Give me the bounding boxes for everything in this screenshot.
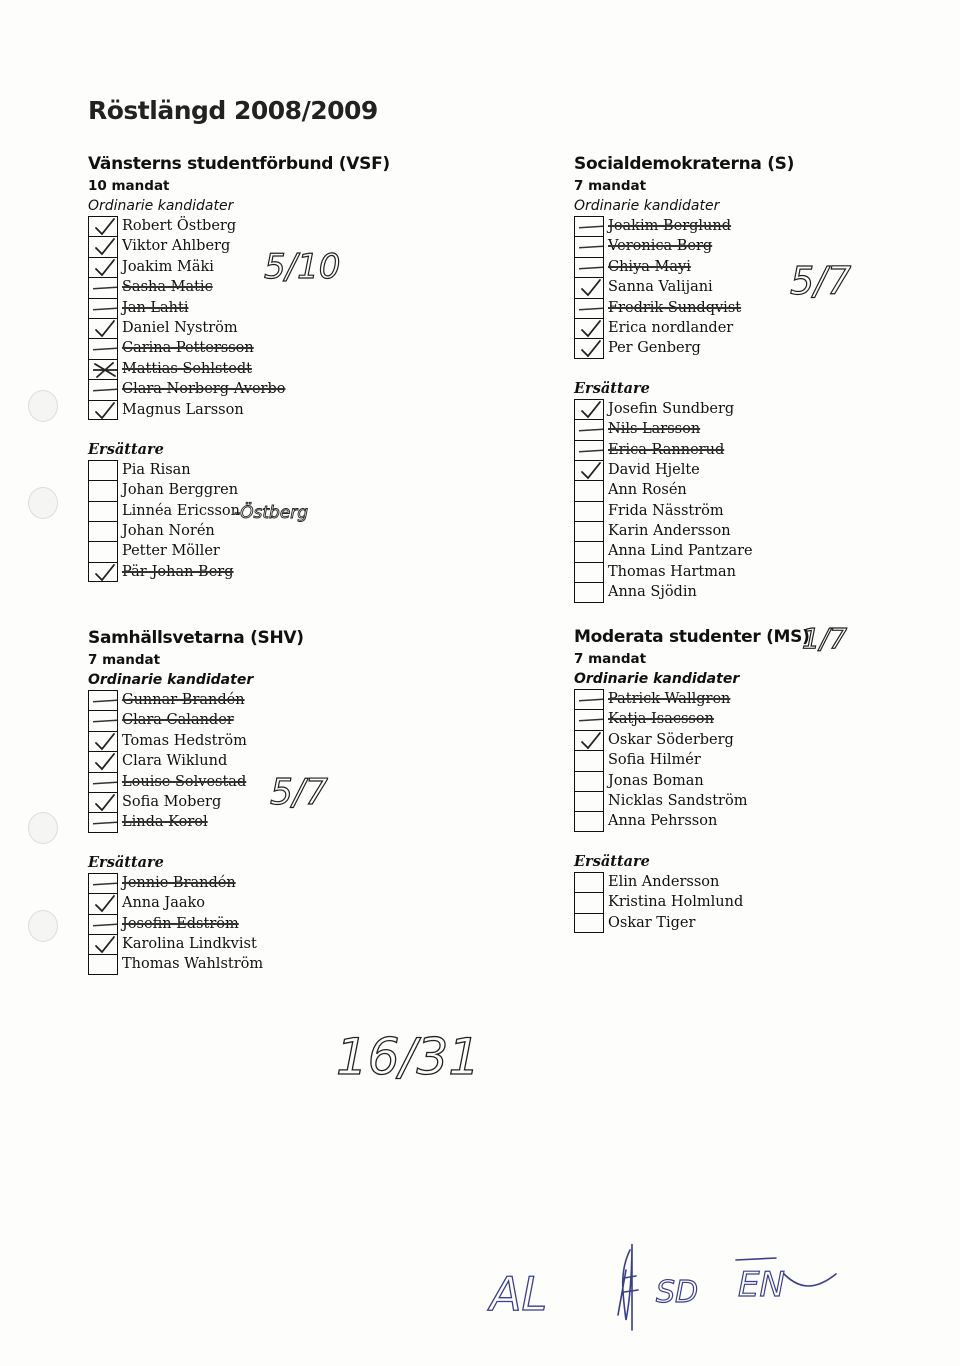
- candidate-row: [88, 257, 390, 277]
- candidate-name: Elin Andersson: [608, 873, 720, 890]
- dash-mark-icon: [93, 691, 117, 711]
- checkbox[interactable]: [574, 338, 604, 358]
- candidate-name: Josefin Edström: [122, 915, 239, 932]
- candidate-name: Tomas Hedström: [122, 732, 247, 749]
- checkbox[interactable]: [574, 480, 604, 500]
- ersattare-heading: Ersättare: [574, 852, 650, 870]
- svg-text:5/7: 5/7: [790, 259, 852, 303]
- candidate-name: Anna Sjödin: [608, 584, 697, 601]
- ordinarie-list: [574, 216, 794, 359]
- candidate-name: Anna Lind Pantzare: [608, 543, 753, 560]
- candidate-row: [574, 771, 810, 791]
- signature-initials-en: [736, 1258, 836, 1305]
- checkbox[interactable]: [574, 419, 604, 439]
- candidate-row: [574, 338, 794, 358]
- candidate-row: [88, 893, 304, 913]
- candidate-name: Erica Rannerud: [608, 441, 725, 458]
- candidate-row: [574, 236, 794, 256]
- punch-hole: [28, 812, 58, 844]
- checkbox[interactable]: [574, 501, 604, 521]
- candidate-name: Pär-Johan Berg: [122, 563, 234, 580]
- checkbox[interactable]: [88, 914, 118, 934]
- checkbox[interactable]: [88, 562, 118, 582]
- candidate-name: Joakim Berglund: [608, 218, 732, 234]
- candidate-row: [574, 257, 794, 277]
- dash-mark-icon: [93, 813, 117, 833]
- ersattare-heading: Ersättare: [88, 440, 164, 458]
- candidate-name: Clara Wiklund: [122, 753, 228, 770]
- checkbox[interactable]: [574, 791, 604, 811]
- page-title: Röstlängd 2008/2009: [88, 96, 378, 125]
- checkmark-icon: [93, 935, 117, 955]
- dash-mark-icon: [93, 711, 117, 731]
- candidate-name: Sasha Matic: [122, 279, 213, 296]
- checkmark-icon: [93, 732, 117, 752]
- candidate-name: Sofia Hilmér: [608, 752, 701, 769]
- svg-text:5/7: 5/7: [270, 772, 328, 813]
- checkbox[interactable]: [88, 954, 118, 974]
- ordinarie-list: [574, 689, 810, 832]
- checkbox[interactable]: [574, 277, 604, 297]
- mandat-count: 7 mandat: [574, 651, 647, 667]
- dash-mark-icon: [93, 773, 117, 793]
- dash-mark-icon: [579, 217, 603, 237]
- checkmark-icon: [93, 793, 117, 813]
- checkbox[interactable]: [574, 298, 604, 318]
- candidate-row: [574, 892, 810, 912]
- checkbox[interactable]: [88, 460, 118, 480]
- checkbox[interactable]: [88, 257, 118, 277]
- checkbox[interactable]: [574, 440, 604, 460]
- candidate-row: [574, 501, 794, 521]
- candidate-row: [88, 359, 390, 379]
- checkmark-icon: [93, 894, 117, 914]
- checkbox[interactable]: [574, 236, 604, 256]
- checkmark-icon: [579, 339, 603, 359]
- checkbox[interactable]: [88, 751, 118, 771]
- svg-text:16/31: 16/31: [336, 1028, 481, 1086]
- svg-text:AL: AL: [490, 1267, 548, 1321]
- candidate-name: Thomas Hartman: [608, 563, 736, 580]
- candidate-row: [88, 731, 304, 751]
- checkbox[interactable]: [574, 709, 604, 729]
- candidate-name: Ann Rosén: [608, 482, 687, 499]
- candidate-row: [574, 582, 794, 602]
- punch-hole: [28, 487, 58, 519]
- candidate-name: Pia Risan: [122, 461, 191, 478]
- candidate-name: Jan Lahti: [122, 299, 189, 316]
- section-title: Vänsterns studentförbund (VSF): [88, 154, 390, 174]
- candidate-row: [574, 689, 810, 709]
- ordinarie-heading: Ordinarie kandidater: [88, 198, 234, 214]
- checkbox[interactable]: [574, 730, 604, 750]
- ordinarie-heading: Ordinarie kandidater: [574, 198, 720, 214]
- checkmark-icon: [93, 319, 117, 339]
- signature-initials-al: [487, 1267, 547, 1321]
- checkbox[interactable]: [88, 521, 118, 541]
- section-ms: [574, 625, 810, 933]
- candidate-name: Thomas Wahlström: [122, 956, 264, 973]
- candidate-row: [574, 730, 810, 750]
- candidate-name: Erica nordlander: [608, 319, 734, 336]
- checkbox[interactable]: [574, 562, 604, 582]
- ordinarie-heading: Ordinarie kandidater: [574, 671, 740, 687]
- checkbox[interactable]: [88, 359, 118, 379]
- checkbox[interactable]: [574, 257, 604, 277]
- handwritten-tally-s: [788, 256, 858, 316]
- checkbox[interactable]: [574, 771, 604, 791]
- cross-mark-icon: [93, 360, 117, 380]
- candidate-row: [574, 562, 794, 582]
- candidate-name: Carina Pettersson: [122, 340, 254, 357]
- ordinarie-list: [88, 216, 390, 420]
- checkbox[interactable]: [574, 811, 604, 831]
- punch-hole: [28, 910, 58, 942]
- candidate-name: Joakim Mäki: [122, 258, 214, 275]
- candidate-row: [88, 318, 390, 338]
- checkbox[interactable]: [88, 812, 118, 832]
- dash-mark-icon: [579, 710, 603, 730]
- handwritten-tally-vsf: [262, 247, 341, 298]
- checkbox[interactable]: [88, 731, 118, 751]
- checkbox[interactable]: [88, 934, 118, 954]
- candidate-name: Nicklas Sandström: [608, 792, 748, 809]
- candidate-name: Fredrik Sundqvist: [608, 299, 742, 316]
- section-title: Samhällsvetarna (SHV): [88, 628, 304, 648]
- signature-scribble: [618, 1244, 638, 1330]
- ersattare-list: [574, 399, 794, 603]
- candidate-row: [574, 541, 794, 561]
- svg-text:EN: EN: [738, 1265, 785, 1305]
- dash-mark-icon: [93, 299, 117, 319]
- dash-mark-icon: [93, 915, 117, 935]
- checkmark-icon: [579, 278, 603, 298]
- dash-mark-icon: [93, 874, 117, 894]
- checkmark-icon: [93, 258, 117, 278]
- ersattare-heading: Ersättare: [88, 853, 164, 871]
- svg-text:SD: SD: [656, 1275, 699, 1310]
- candidate-name: Viktor Ahlberg: [122, 238, 231, 255]
- candidate-row: [574, 872, 810, 892]
- candidate-name: Chiya Mayi: [608, 258, 691, 275]
- checkbox[interactable]: [574, 689, 604, 709]
- candidate-name: Sanna Valijani: [608, 279, 713, 296]
- candidate-name: Kristina Holmlund: [608, 894, 744, 911]
- candidate-row: [574, 709, 810, 729]
- checkmark-icon: [579, 319, 603, 339]
- candidate-name: Robert Östberg: [122, 218, 237, 234]
- candidate-name: Jennie Brandén: [122, 874, 236, 891]
- candidate-name: Sofia Moberg: [122, 793, 222, 810]
- candidate-name: Magnus Larsson: [122, 401, 244, 418]
- handwritten-tally-ms: [800, 618, 860, 668]
- handwritten-tally-shv: [268, 766, 338, 826]
- candidate-name: Petter Möller: [122, 543, 220, 560]
- dash-mark-icon: [579, 258, 603, 278]
- candidate-row: [88, 562, 390, 582]
- ersattare-list: [574, 872, 810, 933]
- candidate-row: [88, 338, 390, 358]
- candidate-row: [574, 440, 794, 460]
- candidate-row: [88, 541, 390, 561]
- section-title: Moderata studenter (MS): [574, 627, 810, 647]
- candidate-row: [88, 873, 304, 893]
- dash-mark-icon: [579, 690, 603, 710]
- ordinarie-heading: Ordinarie kandidater: [88, 672, 254, 688]
- ersattare-list: [88, 873, 304, 975]
- candidate-name: Karolina Lindkvist: [122, 935, 257, 952]
- candidate-row: [574, 913, 810, 933]
- signatures: [480, 1230, 860, 1340]
- checkmark-icon: [579, 400, 603, 420]
- candidate-name: Gunnar Brandén: [122, 692, 245, 708]
- candidate-row: [88, 954, 304, 974]
- checkbox[interactable]: [88, 710, 118, 730]
- checkbox[interactable]: [574, 872, 604, 892]
- checkbox[interactable]: [574, 521, 604, 541]
- candidate-row: [574, 277, 794, 297]
- checkbox[interactable]: [574, 216, 604, 236]
- checkbox[interactable]: [574, 750, 604, 770]
- candidate-row: [88, 710, 304, 730]
- candidate-name: Frida Näsström: [608, 502, 724, 519]
- section-title: Socialdemokraterna (S): [574, 154, 795, 174]
- candidate-name: Per Genberg: [608, 340, 701, 357]
- candidate-name: David Hjelte: [608, 461, 700, 478]
- checkbox[interactable]: [88, 216, 118, 236]
- candidate-name: Clara Norberg-Averbo: [122, 381, 286, 398]
- checkbox[interactable]: [88, 501, 118, 521]
- checkbox[interactable]: [88, 236, 118, 256]
- checkbox[interactable]: [574, 460, 604, 480]
- mandat-count: 7 mandat: [88, 652, 161, 668]
- checkbox[interactable]: [88, 379, 118, 399]
- checkbox[interactable]: [88, 400, 118, 420]
- checkmark-icon: [579, 461, 603, 481]
- candidate-row: [88, 236, 390, 256]
- checkmark-icon: [93, 217, 117, 237]
- candidate-row: [88, 400, 390, 420]
- svg-text:1/7: 1/7: [802, 622, 848, 655]
- candidate-row: [88, 934, 304, 954]
- candidate-row: [88, 914, 304, 934]
- candidate-row: [574, 419, 794, 439]
- candidate-row: [574, 521, 794, 541]
- checkbox[interactable]: [88, 318, 118, 338]
- dash-mark-icon: [579, 237, 603, 257]
- checkbox[interactable]: [574, 399, 604, 419]
- candidate-row: [88, 277, 390, 297]
- candidate-row: [88, 298, 390, 318]
- candidate-name: Karin Andersson: [608, 523, 731, 540]
- checkbox[interactable]: [88, 277, 118, 297]
- ersattare-heading: Ersättare: [574, 379, 650, 397]
- candidate-name: Mattias Sehlstedt: [122, 360, 252, 377]
- checkbox[interactable]: [574, 541, 604, 561]
- checkbox[interactable]: [88, 792, 118, 812]
- mandat-count: 10 mandat: [88, 178, 170, 194]
- checkmark-icon: [93, 401, 117, 421]
- checkbox[interactable]: [88, 338, 118, 358]
- candidate-name: Linda Korol: [122, 814, 208, 831]
- candidate-name: Johan Berggren: [122, 482, 239, 499]
- dash-mark-icon: [93, 380, 117, 400]
- section-s: [574, 152, 794, 603]
- candidate-name: Louise Solvestad: [122, 773, 247, 790]
- handwritten-note: [234, 494, 324, 534]
- checkmark-icon: [93, 237, 117, 257]
- checkbox[interactable]: [574, 913, 604, 933]
- candidate-row: [574, 791, 810, 811]
- candidate-row: [574, 399, 794, 419]
- candidate-row: [574, 216, 794, 236]
- candidate-row: [574, 750, 810, 770]
- mandat-count: 7 mandat: [574, 178, 647, 194]
- checkbox[interactable]: [88, 873, 118, 893]
- dash-mark-icon: [579, 299, 603, 319]
- checkbox[interactable]: [88, 772, 118, 792]
- checkbox[interactable]: [88, 690, 118, 710]
- checkbox[interactable]: [88, 298, 118, 318]
- candidate-row: [88, 379, 390, 399]
- svg-text:5/10: 5/10: [264, 247, 341, 287]
- candidate-name: Anna Jaako: [122, 895, 206, 912]
- candidate-name: Josefin Sundberg: [608, 400, 735, 417]
- candidate-row: [574, 318, 794, 338]
- checkmark-icon: [93, 752, 117, 772]
- svg-text:-Östberg: -Östberg: [234, 503, 309, 523]
- punch-hole: [28, 390, 58, 422]
- checkbox[interactable]: [574, 318, 604, 338]
- candidate-name: Jonas Boman: [608, 772, 704, 789]
- candidate-row: [88, 690, 304, 710]
- dash-mark-icon: [93, 278, 117, 298]
- checkbox[interactable]: [88, 480, 118, 500]
- candidate-name: Johan Norén: [122, 523, 215, 540]
- dash-mark-icon: [579, 420, 603, 440]
- candidate-row: [88, 216, 390, 236]
- candidate-name: Daniel Nyström: [122, 319, 238, 336]
- candidate-row: [574, 480, 794, 500]
- candidate-name: Oskar Tiger: [608, 914, 696, 931]
- candidate-row: [574, 460, 794, 480]
- checkbox[interactable]: [88, 893, 118, 913]
- handwritten-total-tally: [334, 1016, 481, 1106]
- checkmark-icon: [93, 563, 117, 583]
- candidate-row: [574, 298, 794, 318]
- candidate-row: [88, 460, 390, 480]
- signature-initials-sd: [656, 1275, 698, 1310]
- dash-mark-icon: [93, 339, 117, 359]
- candidate-name: Oskar Söderberg: [608, 731, 734, 748]
- candidate-name: Katja Isacsson: [608, 711, 714, 728]
- checkbox[interactable]: [574, 582, 604, 602]
- checkbox[interactable]: [88, 541, 118, 561]
- dash-mark-icon: [579, 441, 603, 461]
- checkmark-icon: [579, 731, 603, 751]
- candidate-name: Linnéa Ericsson: [122, 502, 241, 519]
- candidate-name: Clara Calander: [122, 712, 234, 729]
- candidate-name: Patrick Wallgren: [608, 691, 731, 707]
- checkbox[interactable]: [574, 892, 604, 912]
- candidate-row: [574, 811, 810, 831]
- candidate-name: Veronica Berg: [608, 238, 713, 255]
- candidate-name: Anna Pehrsson: [608, 813, 718, 830]
- candidate-name: Nils Larsson: [608, 421, 701, 438]
